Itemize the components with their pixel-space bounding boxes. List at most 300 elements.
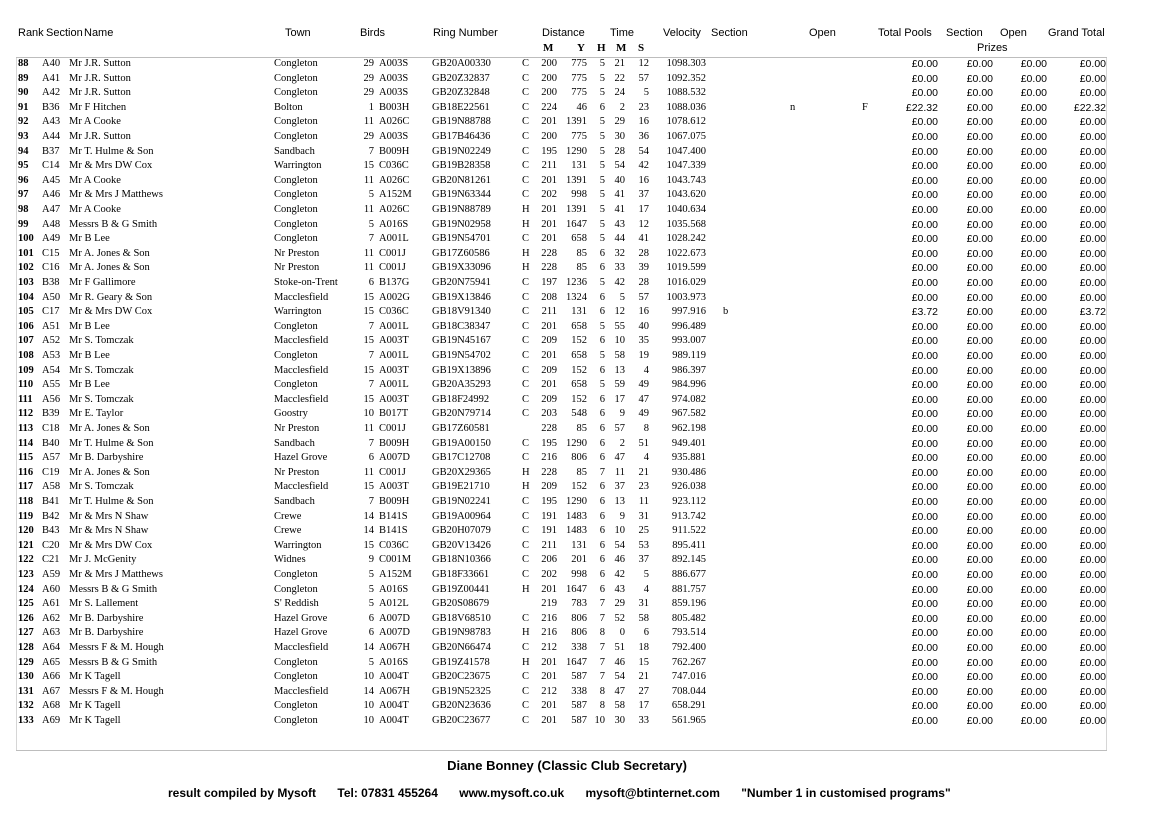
section-cell: C19 — [42, 466, 60, 478]
total-pools-cell: £0.00 — [911, 262, 938, 275]
minutes-cell: 57 — [614, 423, 625, 434]
table-row — [0, 597, 1170, 612]
category-cell: C — [522, 291, 530, 303]
town-cell: Congleton — [274, 218, 318, 230]
section-cell: A53 — [42, 350, 61, 361]
section-prize-cell: £0.00 — [966, 539, 993, 552]
birds-cell: 1 — [368, 101, 374, 113]
table-row — [0, 407, 1170, 422]
miles-cell: 212 — [541, 685, 557, 697]
bird-code-cell: B141S — [379, 510, 408, 522]
hours-cell: 10 — [594, 715, 605, 726]
minutes-cell: 42 — [614, 277, 625, 288]
hours-cell: 8 — [599, 627, 605, 639]
grand-total-cell: £0.00 — [1079, 583, 1106, 596]
bird-code-cell: A003S — [379, 87, 409, 99]
section-prize-cell: £0.00 — [966, 423, 993, 435]
header-section: Section — [46, 27, 83, 39]
name-cell: Mr A. Jones & Son — [69, 423, 150, 434]
town-cell: Macclesfield — [274, 364, 329, 376]
table-row — [0, 670, 1170, 685]
header-grand-total: Grand Total — [1048, 27, 1105, 39]
miles-cell: 201 — [541, 320, 557, 332]
ring-number-cell: GB19N63344 — [432, 189, 491, 201]
hours-cell: 6 — [599, 423, 605, 434]
grand-total-cell: £0.00 — [1079, 671, 1106, 684]
hours-cell: 5 — [599, 58, 605, 69]
ring-number-cell: GB20N81261 — [432, 174, 491, 186]
grand-total-cell: £0.00 — [1079, 642, 1106, 654]
seconds-cell: 57 — [638, 72, 649, 84]
section-prize-cell: £0.00 — [966, 145, 993, 158]
header-open-prize: Open — [1000, 27, 1027, 39]
category-cell: C — [522, 101, 530, 113]
minutes-cell: 47 — [614, 685, 625, 697]
ring-number-cell: GB20X29365 — [432, 466, 491, 478]
minutes-cell: 58 — [614, 700, 625, 712]
open-prize-cell: £0.00 — [1020, 715, 1047, 727]
category-cell: C — [522, 612, 530, 624]
yards-cell: 131 — [571, 539, 587, 551]
seconds-cell: 49 — [638, 379, 649, 391]
seconds-cell: 51 — [638, 437, 649, 449]
miles-cell: 191 — [541, 525, 557, 537]
open-prize-cell: £0.00 — [1020, 320, 1047, 333]
minutes-cell: 10 — [614, 525, 625, 537]
category-cell: C — [522, 174, 530, 186]
yards-cell: 338 — [571, 642, 587, 653]
bird-code-cell: A004T — [379, 715, 409, 726]
name-cell: Mr F Hitchen — [69, 101, 127, 113]
hours-cell: 6 — [599, 262, 605, 274]
minutes-cell: 2 — [619, 437, 625, 449]
grand-total-cell: £0.00 — [1079, 189, 1106, 202]
open-prize-cell: £0.00 — [1020, 539, 1047, 552]
velocity-cell: 1028.242 — [666, 233, 706, 245]
category-cell: C — [522, 364, 530, 376]
name-cell: Mr B. Darbyshire — [69, 452, 144, 464]
open-prize-cell: £0.00 — [1020, 379, 1047, 392]
velocity-cell: 935.881 — [671, 452, 706, 464]
hours-cell: 6 — [599, 510, 605, 522]
minutes-cell: 0 — [619, 627, 625, 639]
bird-code-cell: A026C — [379, 174, 410, 186]
ring-number-cell: GB20N75941 — [432, 277, 491, 288]
town-cell: Hazel Grove — [274, 452, 328, 464]
total-pools-cell: £0.00 — [911, 452, 938, 465]
birds-cell: 6 — [368, 452, 374, 464]
open-prize-cell: £0.00 — [1020, 145, 1047, 158]
name-cell: Mr A. Jones & Son — [69, 466, 150, 478]
open-prize-cell: £0.00 — [1020, 671, 1047, 684]
section-prize-cell: £0.00 — [966, 364, 993, 377]
rank-cell: 110 — [18, 379, 34, 391]
minutes-cell: 24 — [614, 87, 625, 99]
total-pools-cell: £0.00 — [911, 160, 938, 173]
rank-cell: 130 — [18, 671, 34, 683]
grand-total-cell: £0.00 — [1079, 510, 1106, 523]
yards-cell: 1391 — [566, 174, 587, 186]
total-pools-cell: £0.00 — [911, 116, 938, 129]
grand-total-cell: £0.00 — [1079, 612, 1106, 625]
ring-number-cell: GB19N02241 — [432, 496, 491, 507]
ring-number-cell: GB17C12708 — [432, 452, 491, 464]
name-cell: Mr A. Jones & Son — [69, 247, 150, 259]
minutes-cell: 2 — [619, 101, 625, 113]
table-row — [0, 334, 1170, 349]
minutes-cell: 28 — [614, 145, 625, 157]
seconds-cell: 21 — [638, 671, 649, 683]
name-cell: Mr S. Lallement — [69, 598, 139, 610]
grand-total-cell: £22.32 — [1073, 101, 1106, 114]
minutes-cell: 55 — [614, 320, 625, 332]
seconds-cell: 21 — [638, 466, 649, 478]
subheader-hours: H — [597, 42, 606, 54]
ring-number-cell: GB20H07079 — [432, 525, 491, 537]
total-pools-cell: £0.00 — [911, 423, 938, 435]
birds-cell: 10 — [363, 700, 374, 712]
bird-code-cell: A004T — [379, 671, 409, 683]
birds-cell: 7 — [368, 320, 374, 332]
yards-cell: 131 — [571, 160, 587, 172]
open-prize-cell: £0.00 — [1020, 423, 1047, 435]
yards-cell: 658 — [571, 233, 587, 245]
grand-total-cell: £0.00 — [1079, 437, 1106, 450]
open-prize-cell: £0.00 — [1020, 174, 1047, 187]
total-pools-cell: £0.00 — [911, 320, 938, 333]
table-row — [0, 188, 1170, 203]
bird-code-cell: C001M — [379, 554, 412, 566]
section-cell: C16 — [42, 262, 60, 274]
section-cell: A68 — [42, 700, 61, 712]
total-pools-cell: £0.00 — [911, 204, 938, 216]
rank-cell: 90 — [18, 87, 29, 99]
miles-cell: 200 — [541, 72, 557, 84]
section-cell: A44 — [42, 131, 61, 142]
grand-total-cell: £0.00 — [1079, 58, 1106, 70]
section-cell: A48 — [42, 218, 61, 230]
rank-cell: 128 — [18, 642, 34, 653]
yards-cell: 775 — [571, 58, 587, 69]
rank-cell: 121 — [18, 539, 34, 551]
pool-flag-cell: F — [862, 101, 868, 113]
seconds-cell: 39 — [638, 262, 649, 274]
open-prize-cell: £0.00 — [1020, 569, 1047, 581]
section-prize-cell: £0.00 — [966, 262, 993, 275]
ring-number-cell: GB19B28358 — [432, 160, 491, 172]
hours-cell: 6 — [599, 247, 605, 259]
town-cell: Congleton — [274, 58, 318, 69]
hours-cell: 6 — [599, 408, 605, 420]
name-cell: Mr F Gallimore — [69, 277, 136, 288]
category-cell: C — [522, 145, 530, 157]
category-cell: C — [522, 408, 530, 420]
birds-cell: 5 — [368, 218, 374, 230]
section-prize-cell: £0.00 — [966, 189, 993, 202]
category-cell: H — [522, 656, 530, 668]
ring-number-cell: GB19Z00441 — [432, 583, 490, 595]
birds-cell: 10 — [363, 408, 374, 420]
total-pools-cell: £0.00 — [911, 481, 938, 494]
yards-cell: 548 — [571, 408, 587, 420]
yards-cell: 152 — [571, 481, 587, 493]
ring-number-cell: GB20A35293 — [432, 379, 491, 391]
miles-cell: 211 — [541, 160, 557, 172]
hours-cell: 7 — [599, 642, 605, 653]
bird-code-cell: A003T — [379, 335, 409, 347]
velocity-cell: 1040.634 — [666, 204, 706, 215]
yards-cell: 1324 — [566, 291, 587, 303]
rank-cell: 92 — [18, 116, 29, 128]
name-cell: Messrs F & M. Hough — [69, 642, 164, 653]
name-cell: Mr J.R. Sutton — [69, 87, 131, 99]
seconds-cell: 12 — [638, 218, 649, 230]
section-cell: A41 — [42, 72, 61, 84]
rank-cell: 124 — [18, 583, 34, 595]
minutes-cell: 46 — [614, 656, 625, 668]
yards-cell: 201 — [571, 554, 587, 566]
grand-total-cell: £0.00 — [1079, 627, 1106, 640]
section-prize-cell: £0.00 — [966, 306, 993, 319]
birds-cell: 14 — [363, 510, 374, 522]
total-pools-cell: £3.72 — [911, 306, 938, 319]
bird-code-cell: A003T — [379, 364, 409, 376]
total-pools-cell: £22.32 — [905, 101, 938, 114]
subheader-minutes: M — [616, 42, 627, 54]
hours-cell: 6 — [599, 452, 605, 464]
total-pools-cell: £0.00 — [911, 393, 938, 406]
rank-cell: 118 — [18, 496, 34, 507]
total-pools-cell: £0.00 — [911, 72, 938, 85]
miles-cell: 201 — [541, 218, 557, 230]
grand-total-cell: £0.00 — [1079, 87, 1106, 100]
section-cell: B38 — [42, 277, 60, 288]
hours-cell: 5 — [599, 160, 605, 172]
seconds-cell: 49 — [638, 408, 649, 420]
hours-cell: 7 — [599, 656, 605, 668]
bird-code-cell: A001L — [379, 320, 409, 332]
minutes-cell: 9 — [619, 408, 625, 420]
name-cell: Mr S. Tomczak — [69, 364, 134, 376]
miles-cell: 228 — [541, 247, 557, 259]
birds-cell: 10 — [363, 715, 374, 726]
birds-cell: 15 — [363, 539, 374, 551]
category-cell: C — [522, 437, 530, 449]
yards-cell: 1290 — [566, 496, 587, 507]
seconds-cell: 57 — [638, 291, 649, 303]
total-pools-cell: £0.00 — [911, 58, 938, 70]
category-cell: C — [522, 496, 530, 507]
hours-cell: 5 — [599, 277, 605, 288]
velocity-cell: 1088.532 — [666, 87, 706, 99]
section-prize-cell: £0.00 — [966, 583, 993, 596]
category-cell: C — [522, 72, 530, 84]
ring-number-cell: GB20N23636 — [432, 700, 491, 712]
open-prize-cell: £0.00 — [1020, 189, 1047, 202]
minutes-cell: 22 — [614, 72, 625, 84]
seconds-cell: 58 — [638, 612, 649, 624]
rank-cell: 89 — [18, 72, 29, 84]
grand-total-cell: £0.00 — [1079, 262, 1106, 275]
seconds-cell: 19 — [638, 350, 649, 361]
category-cell: C — [522, 642, 530, 653]
open-prize-cell: £0.00 — [1020, 350, 1047, 362]
hours-cell: 5 — [599, 350, 605, 361]
rank-cell: 123 — [18, 569, 34, 580]
birds-cell: 10 — [363, 671, 374, 683]
rank-cell: 117 — [18, 481, 34, 493]
section-prize-cell: £0.00 — [966, 101, 993, 114]
hours-cell: 6 — [599, 393, 605, 405]
open-prize-cell: £0.00 — [1020, 393, 1047, 406]
minutes-cell: 40 — [614, 174, 625, 186]
website-link[interactable]: www.mysoft.co.uk — [459, 786, 565, 800]
ring-number-cell: GB19X13846 — [432, 291, 491, 303]
ring-number-cell: GB19N98783 — [432, 627, 491, 639]
name-cell: Mr S. Tomczak — [69, 335, 134, 347]
section-prize-cell: £0.00 — [966, 379, 993, 392]
rank-cell: 99 — [18, 218, 29, 230]
section-cell: C17 — [42, 306, 60, 318]
open-prize-cell: £0.00 — [1020, 364, 1047, 377]
hours-cell: 5 — [599, 87, 605, 99]
section-prize-cell: £0.00 — [966, 627, 993, 640]
minutes-cell: 42 — [614, 569, 625, 580]
open-prize-cell: £0.00 — [1020, 627, 1047, 640]
birds-cell: 15 — [363, 291, 374, 303]
open-prize-cell: £0.00 — [1020, 335, 1047, 348]
name-cell: Mr B Lee — [69, 233, 110, 245]
ring-number-cell: GB19N88789 — [432, 204, 491, 215]
bird-code-cell: B009H — [379, 145, 410, 157]
town-cell: Congleton — [274, 569, 318, 580]
birds-cell: 7 — [368, 145, 374, 157]
bird-code-cell: A007D — [379, 627, 410, 639]
section-cell: A65 — [42, 656, 61, 668]
minutes-cell: 51 — [614, 642, 625, 653]
table-row — [0, 349, 1170, 364]
category-cell: C — [522, 87, 530, 99]
total-pools-cell: £0.00 — [911, 233, 938, 246]
ring-number-cell: GB18C38347 — [432, 320, 491, 332]
section-cell: A42 — [42, 87, 61, 99]
total-pools-cell: £0.00 — [911, 247, 938, 260]
section-prize-cell: £0.00 — [966, 510, 993, 523]
birds-cell: 9 — [368, 554, 374, 566]
velocity-cell: 962.198 — [671, 423, 706, 434]
velocity-cell: 805.482 — [671, 612, 706, 624]
section-cell: A57 — [42, 452, 61, 464]
town-cell: Macclesfield — [274, 335, 329, 347]
open-prize-cell: £0.00 — [1020, 598, 1047, 611]
velocity-cell: 930.486 — [671, 466, 706, 478]
category-cell: C — [522, 306, 530, 318]
header-total-pools: Total Pools — [878, 27, 932, 39]
name-cell: Mr R. Geary & Son — [69, 291, 153, 303]
minutes-cell: 43 — [614, 583, 625, 595]
section-cell: C21 — [42, 554, 60, 566]
ring-number-cell: GB20N66474 — [432, 642, 491, 653]
miles-cell: 201 — [541, 715, 557, 726]
yards-cell: 658 — [571, 379, 587, 391]
rank-cell: 94 — [18, 145, 29, 157]
grand-total-cell: £0.00 — [1079, 554, 1106, 567]
hours-cell: 5 — [599, 204, 605, 215]
town-cell: Nr Preston — [274, 262, 320, 274]
category-cell: C — [522, 685, 530, 697]
email-link[interactable]: mysoft@btinternet.com — [585, 786, 720, 800]
velocity-cell: 926.038 — [671, 481, 706, 493]
seconds-cell: 16 — [638, 306, 649, 318]
hours-cell: 5 — [599, 174, 605, 186]
miles-cell: 202 — [541, 189, 557, 201]
yards-cell: 152 — [571, 364, 587, 376]
header-prizes: Prizes — [977, 42, 1008, 54]
yards-cell: 85 — [576, 423, 587, 434]
minutes-cell: 30 — [614, 715, 625, 726]
total-pools-cell: £0.00 — [911, 408, 938, 421]
birds-cell: 11 — [363, 423, 374, 434]
table-row — [0, 291, 1170, 306]
minutes-cell: 33 — [614, 262, 625, 274]
section-prize-cell: £0.00 — [966, 87, 993, 100]
open-prize-cell: £0.00 — [1020, 262, 1047, 275]
name-cell: Mr & Mrs J Matthews — [69, 189, 163, 201]
velocity-cell: 967.582 — [671, 408, 706, 420]
town-cell: Macclesfield — [274, 642, 329, 653]
yards-cell: 775 — [571, 72, 587, 84]
town-cell: Stoke-on-Trent — [274, 277, 338, 288]
seconds-cell: 17 — [638, 204, 649, 215]
hours-cell: 8 — [599, 685, 605, 697]
miles-cell: 195 — [541, 145, 557, 157]
miles-cell: 201 — [541, 656, 557, 668]
town-cell: Congleton — [274, 700, 318, 712]
seconds-cell: 4 — [643, 583, 649, 595]
table-row — [0, 174, 1170, 189]
section-cell: A52 — [42, 335, 61, 347]
bird-code-cell: B003H — [379, 101, 410, 113]
town-cell: Macclesfield — [274, 481, 329, 493]
open-prize-cell: £0.00 — [1020, 204, 1047, 216]
category-cell: C — [522, 335, 530, 347]
header-name: Name — [84, 27, 114, 39]
yards-cell: 806 — [571, 452, 587, 464]
birds-cell: 14 — [363, 642, 374, 653]
ring-number-cell: GB20V13426 — [432, 539, 491, 551]
miles-cell: 216 — [541, 452, 557, 464]
minutes-cell: 41 — [614, 204, 625, 215]
header-town: Town — [285, 27, 311, 39]
section-prize-cell: £0.00 — [966, 612, 993, 625]
section-prize-cell: £0.00 — [966, 174, 993, 187]
grand-total-cell: £0.00 — [1079, 379, 1106, 392]
birds-cell: 5 — [368, 656, 374, 668]
birds-cell: 15 — [363, 306, 374, 318]
category-cell: C — [522, 715, 530, 726]
town-cell: Crewe — [274, 510, 302, 522]
open-prize-cell: £0.00 — [1020, 218, 1047, 231]
miles-cell: 195 — [541, 437, 557, 449]
name-cell: Mr J. McGenity — [69, 554, 137, 566]
rank-cell: 101 — [18, 247, 34, 259]
section-cell: A69 — [42, 715, 61, 726]
miles-cell: 202 — [541, 569, 557, 580]
yards-cell: 85 — [576, 247, 587, 259]
name-cell: Mr A. Jones & Son — [69, 262, 150, 274]
minutes-cell: 54 — [614, 160, 625, 172]
hours-cell: 7 — [599, 671, 605, 683]
